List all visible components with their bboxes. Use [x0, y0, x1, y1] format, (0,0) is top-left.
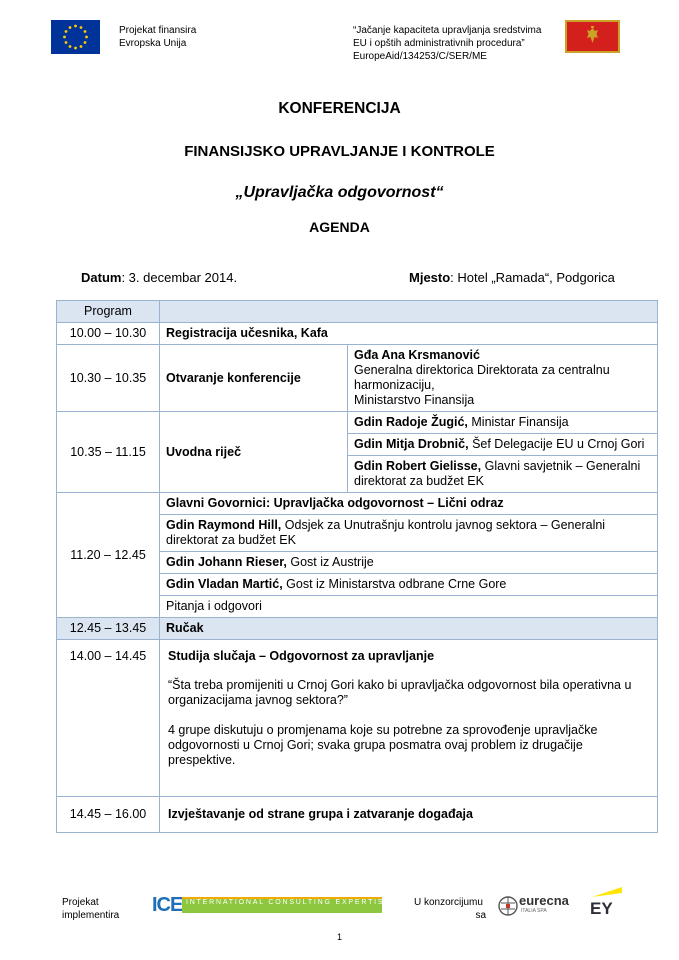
eurecna-globe-icon: [497, 895, 519, 917]
table-row: Gdin Vladan Martić, Gost iz Ministarstva odbrane Crne Gore: [57, 574, 658, 596]
date-line: Datum: 3. decembar 2014.: [81, 270, 238, 285]
table-row: Gdin Johann Rieser, Gost iz Austrije: [57, 552, 658, 574]
place-line: Mjesto: Hotel „Ramada“, Podgorica: [409, 270, 615, 285]
table-row: Gdin Robert Gielisse, Glavni savjetnik – Generalni direktorat za budžet EK: [57, 456, 658, 493]
table-row: Gdin Raymond Hill, Odsjek za Unutrašnju kontrolu javnog sektora – Generalni direktorat za budžet EK: [57, 515, 658, 552]
consortium-label: U konzorcijumu sa: [414, 897, 486, 921]
table-row: 11.20 – 12.45 Glavni Govornici: Upravljačka odgovornost – Lični odraz: [57, 493, 658, 515]
title-theme: „Upravljačka odgovornost“: [235, 184, 444, 201]
table-row-lunch: 12.45 – 13.45 Ručak: [57, 618, 658, 640]
funding-text: Projekat finansira Evropska Unija: [119, 25, 197, 49]
ey-logo: EY: [588, 885, 624, 921]
table-header-program: Program: [57, 301, 160, 323]
title-agenda: AGENDA: [309, 219, 370, 235]
table-row: Pitanja i odgovori: [57, 596, 658, 618]
ey-beam-icon: [592, 885, 622, 899]
table-row: Gdin Mitja Drobnič, Šef Delegacije EU u Crnoj Gori: [57, 434, 658, 456]
eu-flag-logo: [51, 20, 100, 54]
agenda-table: [56, 300, 658, 833]
ice-logo: ICE INTERNATIONAL CONSULTING EXPERTISE: [152, 894, 391, 916]
table-row: 10.30 – 10.35 Otvaranje konferencije Gđa Ana Krsmanović Generalna direktorica Direktorata za centralnu harmonizaciju, Ministarstvo Finansija: [57, 345, 658, 412]
table-row: 10.35 – 11.15 Uvodna riječ Gdin Radoje Žugić, Ministar Finansija: [57, 412, 658, 434]
montenegro-flag-logo: [565, 20, 620, 53]
project-title-text: “Jačanje kapaciteta upravljanja sredstvima EU i opštih administrativnih procedura” EuropeAid/134253/C/SER/ME: [353, 25, 542, 62]
page-number: 1: [336, 932, 342, 942]
title-fuk: FINANSIJSKO UPRAVLJANJE I KONTROLE: [184, 143, 495, 160]
table-row: 14.45 – 16.00 Izvještavanje od strane grupa i zatvaranje događaja: [57, 797, 658, 833]
title-konferencija: KONFERENCIJA: [278, 100, 401, 117]
table-header-row: [57, 301, 658, 323]
implementer-label: Projekat implementira: [62, 897, 120, 921]
table-row: 14.00 – 14.45 Studija slučaja – Odgovornost za upravljanje “Šta treba promijeniti u Crnoj Gori kako bi upravljačka odgovornost bila operativna u organizacijama javnog sektora?” 4 grupe diskutuju o promjenama koje su potrebne za sprovođenje upravljačke odgovornosti u Crnoj Gori; svaka grupa posmatra ovaj problem iz drugačije prespektive.: [57, 640, 658, 797]
table-row: 10.00 – 10.30 Registracija učesnika, Kafa: [57, 323, 658, 345]
eurecna-logo: eurecna ITALIA SPA: [497, 893, 575, 919]
